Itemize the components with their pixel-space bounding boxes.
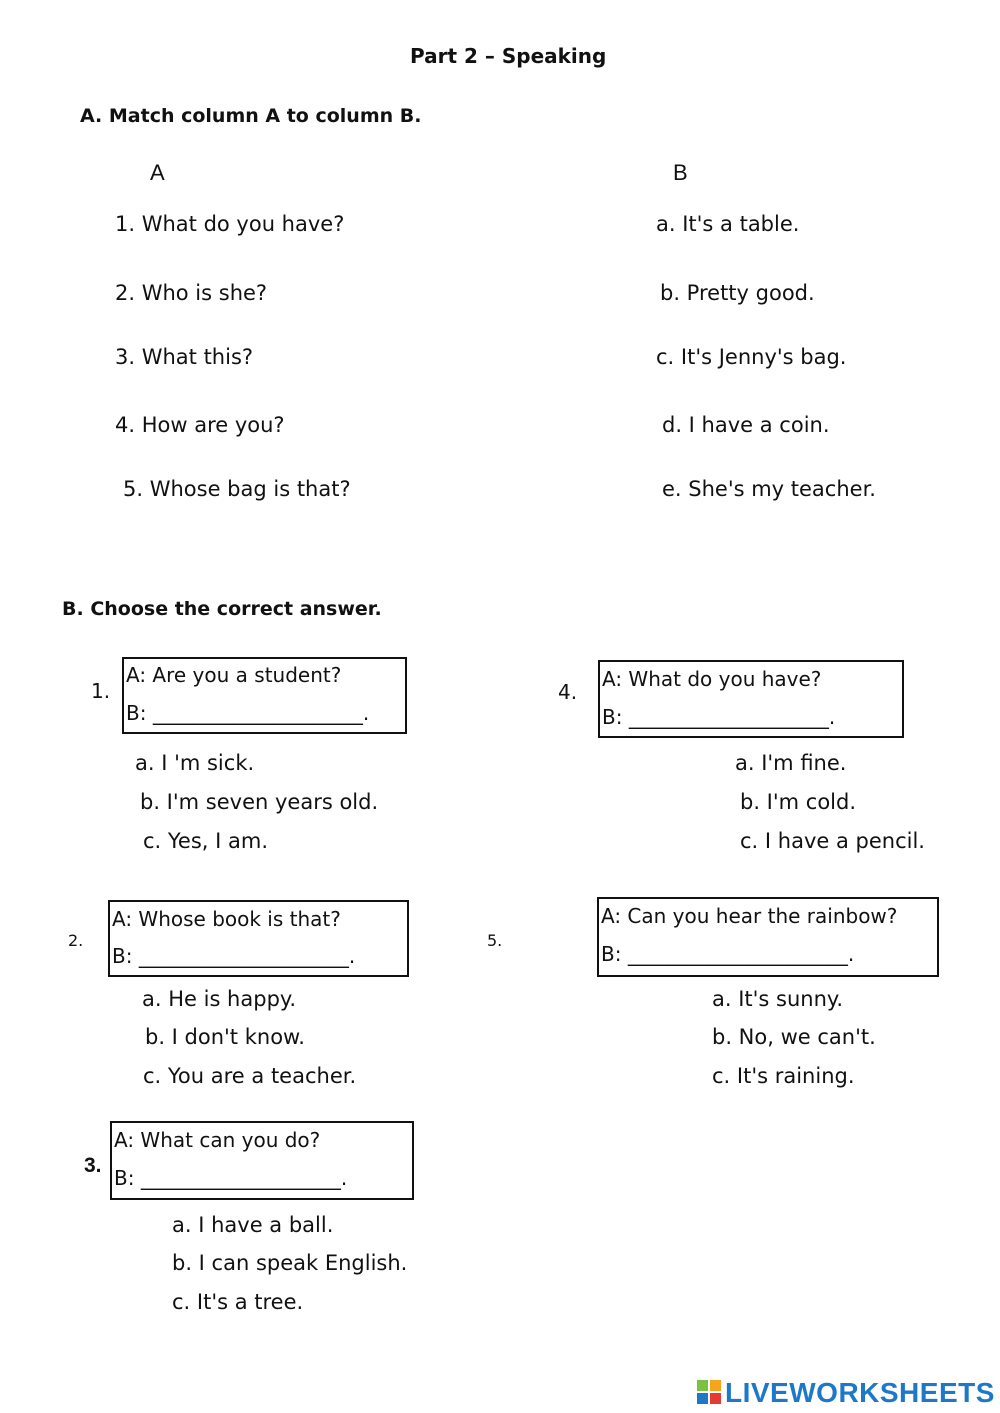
question-3-b-line[interactable]: B: ____________________. [114, 1166, 348, 1190]
section-b-heading: B. Choose the correct answer. [62, 598, 382, 620]
question-2-option-b[interactable]: b. I don't know. [145, 1025, 305, 1049]
question-2-number: 2. [68, 931, 84, 950]
question-4-b-line[interactable]: B: ____________________. [602, 705, 836, 729]
match-answer-a: a. It's a table. [656, 212, 800, 236]
question-2-a-line: A: Whose book is that? [112, 907, 341, 931]
question-1-a-line: A: Are you a student? [126, 663, 342, 687]
question-2-dialog-box [108, 900, 409, 977]
question-3-option-c[interactable]: c. It's a tree. [172, 1290, 304, 1314]
question-5-b-line[interactable]: B: ______________________. [601, 942, 855, 966]
match-question-1: 1. What do you have? [115, 212, 345, 236]
question-5-a-line: A: Can you hear the rainbow? [601, 904, 898, 928]
question-4-option-a[interactable]: a. I'm fine. [735, 751, 847, 775]
liveworksheets-logo-icon [697, 1380, 723, 1406]
page-title: Part 2 – Speaking [410, 44, 607, 68]
question-5-option-b[interactable]: b. No, we can't. [712, 1025, 876, 1049]
match-answer-c: c. It's Jenny's bag. [656, 345, 847, 369]
question-5-number: 5. [487, 931, 503, 950]
match-answer-e: e. She's my teacher. [662, 477, 876, 501]
question-4-option-c[interactable]: c. I have a pencil. [740, 829, 925, 853]
question-3-dialog-box [110, 1121, 414, 1200]
question-4-dialog-box [598, 660, 904, 738]
question-1-number: 1. [91, 679, 111, 703]
question-4-a-line: A: What do you have? [602, 667, 822, 691]
question-5-dialog-box [597, 897, 939, 977]
column-a-label: A [150, 160, 165, 185]
liveworksheets-logo[interactable] [697, 1376, 995, 1410]
question-1-dialog-box [122, 657, 407, 734]
question-4-option-b[interactable]: b. I'm cold. [740, 790, 857, 814]
question-5-option-a[interactable]: a. It's sunny. [712, 987, 844, 1011]
match-question-4: 4. How are you? [115, 413, 285, 437]
question-3-number: 3. [84, 1154, 102, 1177]
match-question-2: 2. Who is she? [115, 281, 268, 305]
match-answer-d: d. I have a coin. [662, 413, 830, 437]
column-b-label: B [673, 160, 688, 185]
question-2-option-a[interactable]: a. He is happy. [142, 987, 297, 1011]
question-1-option-b[interactable]: b. I'm seven years old. [140, 790, 379, 814]
match-answer-b: b. Pretty good. [660, 281, 815, 305]
match-question-3: 3. What this? [115, 345, 254, 369]
question-2-option-c[interactable]: c. You are a teacher. [143, 1064, 357, 1088]
question-3-option-a[interactable]: a. I have a ball. [172, 1213, 334, 1237]
question-1-option-a[interactable]: a. I 'm sick. [135, 751, 255, 775]
liveworksheets-logo-text: LIVEWORKSHEETS [725, 1377, 995, 1408]
question-3-a-line: A: What can you do? [114, 1128, 321, 1152]
question-4-number: 4. [558, 680, 578, 704]
question-5-option-c[interactable]: c. It's raining. [712, 1064, 855, 1088]
match-question-5: 5. Whose bag is that? [123, 477, 351, 501]
question-3-option-b[interactable]: b. I can speak English. [172, 1251, 408, 1275]
section-a-heading: A. Match column A to column B. [80, 105, 422, 127]
question-1-b-line[interactable]: B: _____________________. [126, 701, 370, 725]
question-2-b-line[interactable]: B: _____________________. [112, 944, 356, 968]
question-1-option-c[interactable]: c. Yes, I am. [143, 829, 269, 853]
